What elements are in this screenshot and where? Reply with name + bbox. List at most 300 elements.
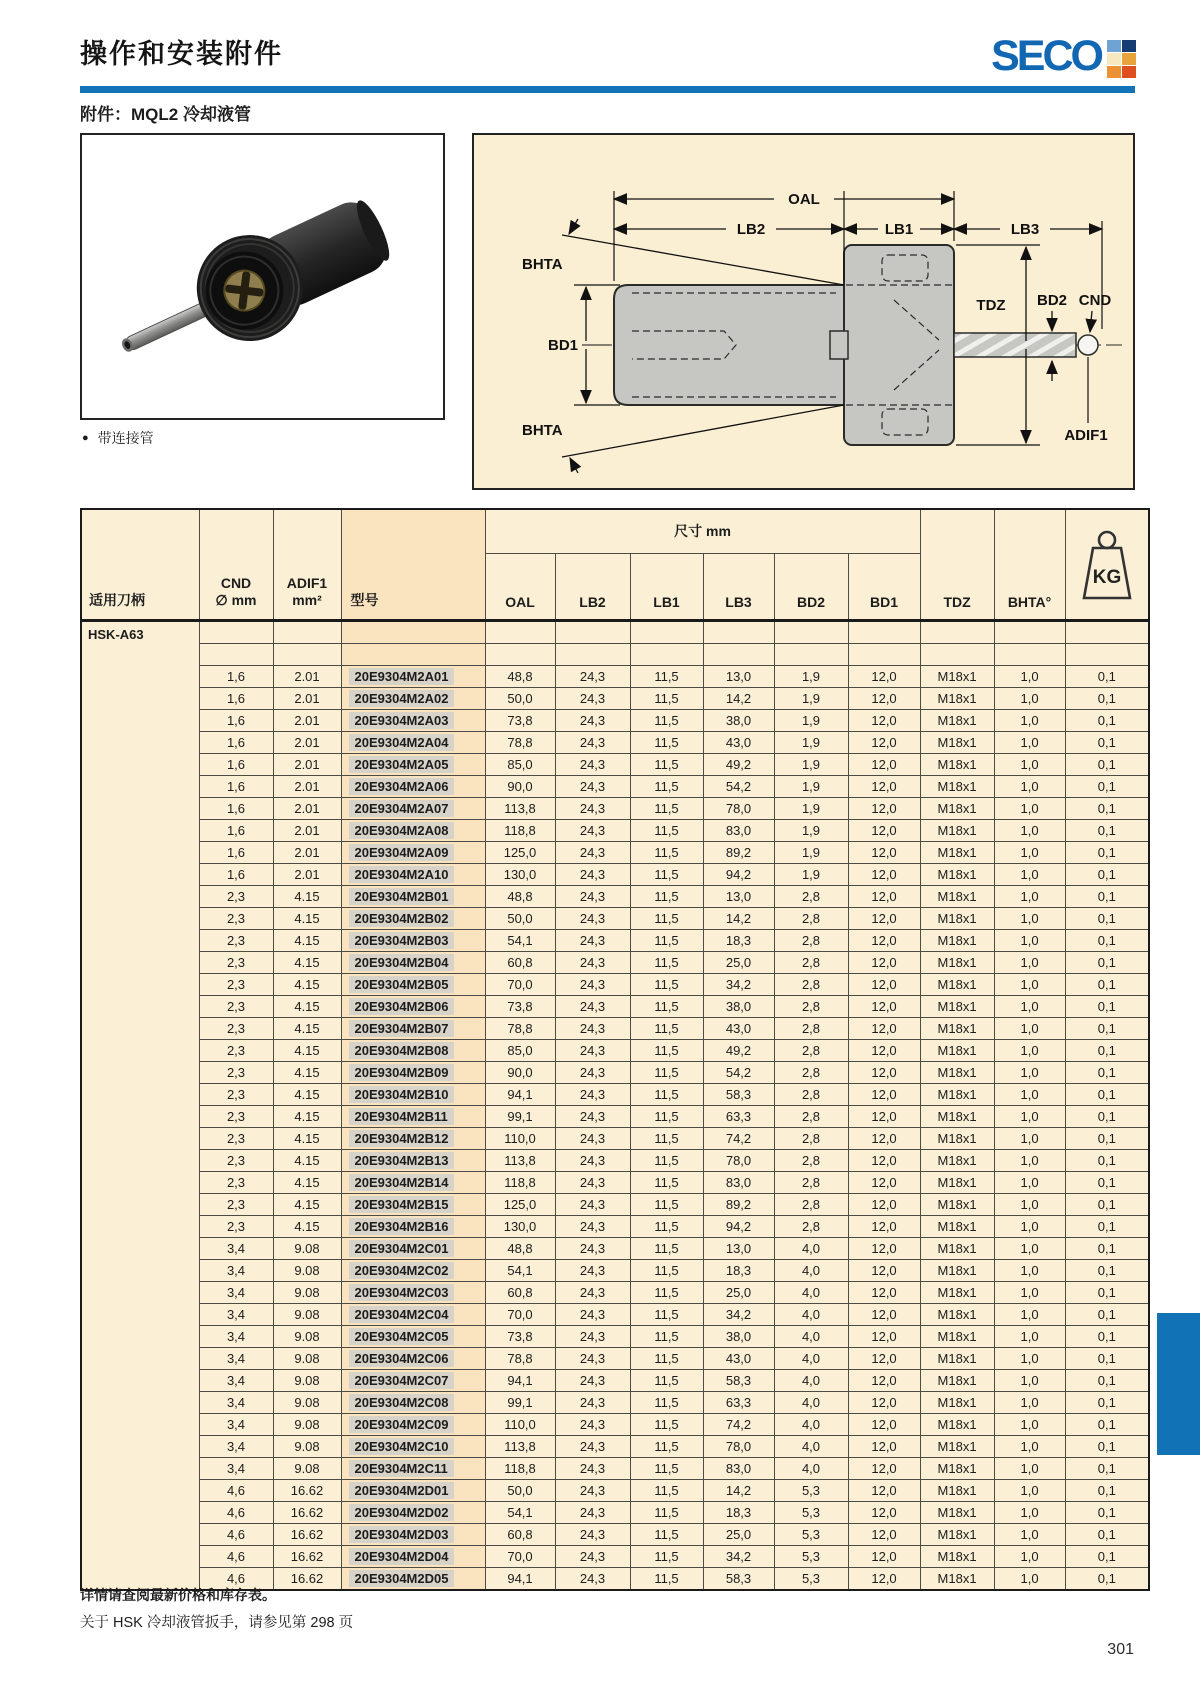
cell-bhta: 1,0	[994, 1413, 1065, 1435]
cell-cnd: 2,3	[199, 1215, 273, 1237]
cell-lb3: 34,2	[703, 1303, 774, 1325]
cell-cnd: 1,6	[199, 709, 273, 731]
cell-cnd: 2,3	[199, 1039, 273, 1061]
cell-adif1: 4.15	[273, 1149, 341, 1171]
cell-cnd: 4,6	[199, 1523, 273, 1545]
cell-adif1: 4.15	[273, 1105, 341, 1127]
cell-lb3: 38,0	[703, 1325, 774, 1347]
cell-oal: 54,1	[485, 929, 555, 951]
cell-oal: 110,0	[485, 1413, 555, 1435]
model-number: 20E9304M2C08	[349, 1394, 455, 1411]
dim-label-lb3: LB3	[1010, 221, 1040, 238]
cell-tdz: M18x1	[920, 1171, 994, 1193]
cell-cnd: 3,4	[199, 1435, 273, 1457]
cell-lb3: 83,0	[703, 819, 774, 841]
page-title: 操作和安装附件	[80, 39, 283, 69]
cell-bd1: 12,0	[848, 1105, 920, 1127]
cell-lb1: 11,5	[630, 929, 703, 951]
cell-bhta: 1,0	[994, 1083, 1065, 1105]
model-number: 20E9304M2A10	[349, 866, 455, 883]
cell-bd2: 4,0	[774, 1325, 848, 1347]
cell-bd1: 12,0	[848, 1523, 920, 1545]
cell-weight: 0,1	[1065, 1281, 1149, 1303]
cell-bhta: 1,0	[994, 1105, 1065, 1127]
cell-bd2: 5,3	[774, 1479, 848, 1501]
col-header-bhta: BHTA°	[994, 509, 1065, 620]
table-row	[81, 841, 1149, 863]
cell-bhta: 1,0	[994, 731, 1065, 753]
table-row	[81, 665, 1149, 687]
cell-oal: 90,0	[485, 775, 555, 797]
cell-bd1: 12,0	[848, 1171, 920, 1193]
cell-lb1: 11,5	[630, 1501, 703, 1523]
table-row	[81, 1325, 1149, 1347]
cell-bd2: 2,8	[774, 1171, 848, 1193]
cell-lb3: 58,3	[703, 1567, 774, 1590]
cell-weight: 0,1	[1065, 1215, 1149, 1237]
cell-cnd: 2,3	[199, 885, 273, 907]
cell-lb3: 34,2	[703, 1545, 774, 1567]
cell-bd1: 12,0	[848, 1083, 920, 1105]
model-number: 20E9304M2D01	[349, 1482, 455, 1499]
model-number: 20E9304M2B14	[349, 1174, 455, 1191]
cell-adif1: 2.01	[273, 687, 341, 709]
cell-adif1: 9.08	[273, 1303, 341, 1325]
cell-bd2: 2,8	[774, 1215, 848, 1237]
model-number: 20E9304M2C01	[349, 1240, 455, 1257]
cell-lb3: 74,2	[703, 1127, 774, 1149]
model-number: 20E9304M2C10	[349, 1438, 455, 1455]
cell-lb3: 54,2	[703, 1061, 774, 1083]
dim-label-bd2: BD2	[1036, 292, 1068, 309]
cell-bhta: 1,0	[994, 1039, 1065, 1061]
group-header-row	[81, 643, 1149, 665]
cell-lb3: 78,0	[703, 1435, 774, 1457]
cell-bd1: 12,0	[848, 1017, 920, 1039]
cell-bd1: 12,0	[848, 951, 920, 973]
cell-lb2: 24,3	[555, 1039, 630, 1061]
cell-bd1: 12,0	[848, 1545, 920, 1567]
cell-weight: 0,1	[1065, 687, 1149, 709]
cell-adif1: 2.01	[273, 709, 341, 731]
cell-oal: 99,1	[485, 1105, 555, 1127]
cell-bhta: 1,0	[994, 1435, 1065, 1457]
cell-lb3: 25,0	[703, 1281, 774, 1303]
cell-adif1: 16.62	[273, 1567, 341, 1590]
cell-oal: 70,0	[485, 1545, 555, 1567]
cell-lb1: 11,5	[630, 951, 703, 973]
cell-bd1: 12,0	[848, 1325, 920, 1347]
cell-lb3: 43,0	[703, 731, 774, 753]
cell-weight: 0,1	[1065, 1083, 1149, 1105]
cell-weight: 0,1	[1065, 995, 1149, 1017]
model-number: 20E9304M2A02	[349, 690, 455, 707]
cell-bhta: 1,0	[994, 863, 1065, 885]
cell-bhta: 1,0	[994, 973, 1065, 995]
cell-cnd: 2,3	[199, 951, 273, 973]
dimension-diagram-box	[472, 133, 1135, 490]
cell-weight: 0,1	[1065, 1325, 1149, 1347]
cell-lb1: 11,5	[630, 1259, 703, 1281]
table-row	[81, 1237, 1149, 1259]
cell-lb1: 11,5	[630, 1369, 703, 1391]
cell-lb3: 18,3	[703, 929, 774, 951]
cell-tdz: M18x1	[920, 687, 994, 709]
cell-lb3: 89,2	[703, 1193, 774, 1215]
cell-lb1: 11,5	[630, 863, 703, 885]
cell-oal: 60,8	[485, 951, 555, 973]
cell-cnd: 4,6	[199, 1545, 273, 1567]
model-number: 20E9304M2B03	[349, 932, 455, 949]
cell-cnd: 1,6	[199, 797, 273, 819]
cell-lb2: 24,3	[555, 1347, 630, 1369]
cell-lb2: 24,3	[555, 709, 630, 731]
table-row	[81, 1171, 1149, 1193]
cell-bd1: 12,0	[848, 907, 920, 929]
product-caption-text: 带连接管	[97, 430, 154, 446]
cell-bd2: 4,0	[774, 1237, 848, 1259]
logo-square	[1107, 53, 1121, 65]
cell-lb1: 11,5	[630, 1413, 703, 1435]
cell-tdz: M18x1	[920, 731, 994, 753]
cell-lb1: 11,5	[630, 665, 703, 687]
cell-adif1: 2.01	[273, 819, 341, 841]
seco-logo	[991, 32, 1136, 80]
cell-weight: 0,1	[1065, 841, 1149, 863]
cell-lb1: 11,5	[630, 1303, 703, 1325]
cell-lb2: 24,3	[555, 1171, 630, 1193]
cell-cnd: 2,3	[199, 1017, 273, 1039]
cell-cnd: 1,6	[199, 819, 273, 841]
cell-adif1: 2.01	[273, 775, 341, 797]
cell-bhta: 1,0	[994, 1061, 1065, 1083]
cell-tdz: M18x1	[920, 1039, 994, 1061]
cell-lb1: 11,5	[630, 797, 703, 819]
cell-bd1: 12,0	[848, 709, 920, 731]
model-number: 20E9304M2A01	[349, 668, 455, 685]
cell-bhta: 1,0	[994, 1325, 1065, 1347]
cell-adif1: 4.15	[273, 995, 341, 1017]
logo-square	[1107, 40, 1121, 52]
table-row	[81, 1457, 1149, 1479]
model-number: 20E9304M2A06	[349, 778, 455, 795]
product-photo-box	[80, 133, 445, 420]
cell-lb3: 13,0	[703, 665, 774, 687]
table-row	[81, 1281, 1149, 1303]
product-caption	[82, 428, 154, 448]
model-number: 20E9304M2B05	[349, 976, 455, 993]
cell-bd2: 2,8	[774, 1105, 848, 1127]
cell-bd1: 12,0	[848, 819, 920, 841]
cell-lb1: 11,5	[630, 1149, 703, 1171]
cell-lb3: 38,0	[703, 995, 774, 1017]
dim-label-tdz: TDZ	[976, 297, 1006, 314]
col-header-adif1: ADIF1 mm²	[273, 509, 341, 620]
col-header-lb2: LB2	[555, 553, 630, 620]
cell-lb1: 11,5	[630, 1347, 703, 1369]
table-row	[81, 1017, 1149, 1039]
model-number: 20E9304M2A09	[349, 844, 455, 861]
cell-tdz: M18x1	[920, 665, 994, 687]
cell-lb3: 14,2	[703, 907, 774, 929]
cell-bd1: 12,0	[848, 753, 920, 775]
footer-note-price: 详情请查阅最新价格和库存表。	[80, 1587, 276, 1603]
cell-adif1: 4.15	[273, 1193, 341, 1215]
cell-bd1: 12,0	[848, 797, 920, 819]
cell-lb2: 24,3	[555, 995, 630, 1017]
cell-bd1: 12,0	[848, 1061, 920, 1083]
cell-tdz: M18x1	[920, 1501, 994, 1523]
cell-bhta: 1,0	[994, 1149, 1065, 1171]
cell-adif1: 4.15	[273, 929, 341, 951]
cell-adif1: 2.01	[273, 841, 341, 863]
cell-tdz: M18x1	[920, 1083, 994, 1105]
table-row	[81, 1303, 1149, 1325]
cell-weight: 0,1	[1065, 1347, 1149, 1369]
cell-weight: 0,1	[1065, 973, 1149, 995]
cell-adif1: 2.01	[273, 753, 341, 775]
cell-lb2: 24,3	[555, 929, 630, 951]
cell-tdz: M18x1	[920, 1545, 994, 1567]
cell-oal: 60,8	[485, 1281, 555, 1303]
cell-weight: 0,1	[1065, 1567, 1149, 1590]
cell-adif1: 9.08	[273, 1391, 341, 1413]
cell-oal: 48,8	[485, 885, 555, 907]
cell-bd2: 2,8	[774, 951, 848, 973]
cell-bhta: 1,0	[994, 1017, 1065, 1039]
table-row	[81, 1083, 1149, 1105]
cell-lb2: 24,3	[555, 1105, 630, 1127]
cell-tdz: M18x1	[920, 1303, 994, 1325]
table-row	[81, 885, 1149, 907]
model-number: 20E9304M2C11	[349, 1460, 454, 1477]
cell-bhta: 1,0	[994, 1127, 1065, 1149]
cell-lb2: 24,3	[555, 1523, 630, 1545]
cell-bd2: 5,3	[774, 1567, 848, 1590]
cell-oal: 118,8	[485, 1457, 555, 1479]
cell-adif1: 9.08	[273, 1369, 341, 1391]
cell-bhta: 1,0	[994, 775, 1065, 797]
cell-bhta: 1,0	[994, 907, 1065, 929]
cell-lb2: 24,3	[555, 1391, 630, 1413]
cell-oal: 78,8	[485, 1347, 555, 1369]
cell-lb3: 25,0	[703, 1523, 774, 1545]
cell-lb3: 89,2	[703, 841, 774, 863]
logo-square	[1122, 53, 1136, 65]
cell-lb3: 43,0	[703, 1017, 774, 1039]
cell-oal: 94,1	[485, 1567, 555, 1590]
table-row	[81, 1391, 1149, 1413]
col-header-cnd: CND ∅ mm	[199, 509, 273, 620]
cell-weight: 0,1	[1065, 1523, 1149, 1545]
cell-tdz: M18x1	[920, 709, 994, 731]
cell-lb1: 11,5	[630, 687, 703, 709]
table-row	[81, 1259, 1149, 1281]
cell-tdz: M18x1	[920, 1281, 994, 1303]
svg-text:KG: KG	[1092, 567, 1122, 589]
cell-bd2: 1,9	[774, 665, 848, 687]
cell-lb2: 24,3	[555, 1281, 630, 1303]
table-row	[81, 731, 1149, 753]
cell-oal: 70,0	[485, 973, 555, 995]
cell-cnd: 2,3	[199, 929, 273, 951]
model-number: 20E9304M2C02	[349, 1262, 455, 1279]
cell-lb3: 18,3	[703, 1501, 774, 1523]
table-row	[81, 1479, 1149, 1501]
header-divider	[80, 86, 1135, 93]
cell-weight: 0,1	[1065, 1413, 1149, 1435]
cell-bhta: 1,0	[994, 1523, 1065, 1545]
cell-oal: 73,8	[485, 709, 555, 731]
model-number: 20E9304M2B12	[349, 1130, 455, 1147]
table-row	[81, 1105, 1149, 1127]
cell-oal: 50,0	[485, 907, 555, 929]
cell-lb1: 11,5	[630, 1193, 703, 1215]
cell-adif1: 9.08	[273, 1237, 341, 1259]
cell-lb3: 63,3	[703, 1391, 774, 1413]
cell-lb2: 24,3	[555, 1457, 630, 1479]
cell-lb1: 11,5	[630, 885, 703, 907]
cell-cnd: 2,3	[199, 1105, 273, 1127]
cell-lb2: 24,3	[555, 973, 630, 995]
cell-bd2: 2,8	[774, 1039, 848, 1061]
cell-bd2: 2,8	[774, 929, 848, 951]
cell-lb2: 24,3	[555, 1215, 630, 1237]
col-header-bd2: BD2	[774, 553, 848, 620]
cell-lb2: 24,3	[555, 1479, 630, 1501]
cell-weight: 0,1	[1065, 907, 1149, 929]
cell-bhta: 1,0	[994, 929, 1065, 951]
table-body	[81, 620, 1149, 1590]
cell-tdz: M18x1	[920, 1061, 994, 1083]
model-number: 20E9304M2D05	[349, 1570, 455, 1587]
model-number: 20E9304M2B02	[349, 910, 455, 927]
cell-adif1: 4.15	[273, 1083, 341, 1105]
model-number: 20E9304M2C03	[349, 1284, 455, 1301]
table-row	[81, 907, 1149, 929]
cell-weight: 0,1	[1065, 1039, 1149, 1061]
cell-weight: 0,1	[1065, 1171, 1149, 1193]
cell-weight: 0,1	[1065, 1479, 1149, 1501]
cell-lb3: 94,2	[703, 1215, 774, 1237]
col-header-tdz: TDZ	[920, 509, 994, 620]
cell-cnd: 2,3	[199, 1061, 273, 1083]
cell-bd2: 5,3	[774, 1545, 848, 1567]
tool-holder-group-label: HSK-A63	[81, 620, 199, 1590]
cell-weight: 0,1	[1065, 1457, 1149, 1479]
model-number: 20E9304M2B10	[349, 1086, 455, 1103]
cell-tdz: M18x1	[920, 885, 994, 907]
cell-bd2: 5,3	[774, 1501, 848, 1523]
cell-bhta: 1,0	[994, 797, 1065, 819]
cell-adif1: 4.15	[273, 1039, 341, 1061]
cell-cnd: 1,6	[199, 731, 273, 753]
cell-bd2: 2,8	[774, 1083, 848, 1105]
col-header-oal: OAL	[485, 553, 555, 620]
cell-lb1: 11,5	[630, 995, 703, 1017]
cell-lb1: 11,5	[630, 1061, 703, 1083]
cell-bd2: 2,8	[774, 885, 848, 907]
cell-weight: 0,1	[1065, 775, 1149, 797]
cell-lb1: 11,5	[630, 1127, 703, 1149]
dim-label-cnd: CND	[1078, 292, 1112, 309]
cell-bd2: 2,8	[774, 1193, 848, 1215]
cell-cnd: 2,3	[199, 1171, 273, 1193]
cell-oal: 118,8	[485, 1171, 555, 1193]
cell-adif1: 9.08	[273, 1281, 341, 1303]
model-number: 20E9304M2D04	[349, 1548, 455, 1565]
cell-tdz: M18x1	[920, 995, 994, 1017]
table-row	[81, 753, 1149, 775]
cell-lb2: 24,3	[555, 1369, 630, 1391]
cell-oal: 73,8	[485, 1325, 555, 1347]
cell-weight: 0,1	[1065, 665, 1149, 687]
cell-bd2: 1,9	[774, 753, 848, 775]
cell-oal: 113,8	[485, 797, 555, 819]
cell-bd1: 12,0	[848, 1193, 920, 1215]
cell-bd1: 12,0	[848, 1501, 920, 1523]
cell-lb2: 24,3	[555, 1501, 630, 1523]
cell-cnd: 2,3	[199, 973, 273, 995]
model-number: 20E9304M2C09	[349, 1416, 455, 1433]
col-header-lb1: LB1	[630, 553, 703, 620]
cell-adif1: 9.08	[273, 1325, 341, 1347]
cell-oal: 60,8	[485, 1523, 555, 1545]
cell-adif1: 9.08	[273, 1413, 341, 1435]
cell-tdz: M18x1	[920, 841, 994, 863]
cell-weight: 0,1	[1065, 753, 1149, 775]
model-number: 20E9304M2B09	[349, 1064, 455, 1081]
model-number: 20E9304M2D02	[349, 1504, 455, 1521]
logo-square	[1122, 40, 1136, 52]
cell-lb2: 24,3	[555, 1237, 630, 1259]
cell-lb3: 49,2	[703, 1039, 774, 1061]
cell-bd2: 1,9	[774, 797, 848, 819]
cell-bd1: 12,0	[848, 1237, 920, 1259]
cell-weight: 0,1	[1065, 1193, 1149, 1215]
cell-tdz: M18x1	[920, 1435, 994, 1457]
cell-bd1: 12,0	[848, 1369, 920, 1391]
model-number: 20E9304M2D03	[349, 1526, 455, 1543]
cell-cnd: 3,4	[199, 1325, 273, 1347]
cell-lb1: 11,5	[630, 1083, 703, 1105]
cell-weight: 0,1	[1065, 1545, 1149, 1567]
cell-bd2: 2,8	[774, 1017, 848, 1039]
cell-lb2: 24,3	[555, 775, 630, 797]
cell-bhta: 1,0	[994, 1193, 1065, 1215]
cell-lb2: 24,3	[555, 753, 630, 775]
cell-lb2: 24,3	[555, 1413, 630, 1435]
cell-tdz: M18x1	[920, 907, 994, 929]
cell-bhta: 1,0	[994, 1215, 1065, 1237]
table-row	[81, 687, 1149, 709]
cell-bd1: 12,0	[848, 1479, 920, 1501]
cell-bd1: 12,0	[848, 995, 920, 1017]
cell-bhta: 1,0	[994, 709, 1065, 731]
cell-weight: 0,1	[1065, 1259, 1149, 1281]
cell-tdz: M18x1	[920, 775, 994, 797]
cell-tdz: M18x1	[920, 951, 994, 973]
cell-tdz: M18x1	[920, 1523, 994, 1545]
cell-lb1: 11,5	[630, 841, 703, 863]
cell-bd1: 12,0	[848, 1127, 920, 1149]
cell-cnd: 3,4	[199, 1413, 273, 1435]
cell-lb1: 11,5	[630, 973, 703, 995]
dim-label-bd1: BD1	[547, 337, 578, 354]
cell-bd1: 12,0	[848, 665, 920, 687]
cell-bhta: 1,0	[994, 995, 1065, 1017]
cell-tdz: M18x1	[920, 973, 994, 995]
